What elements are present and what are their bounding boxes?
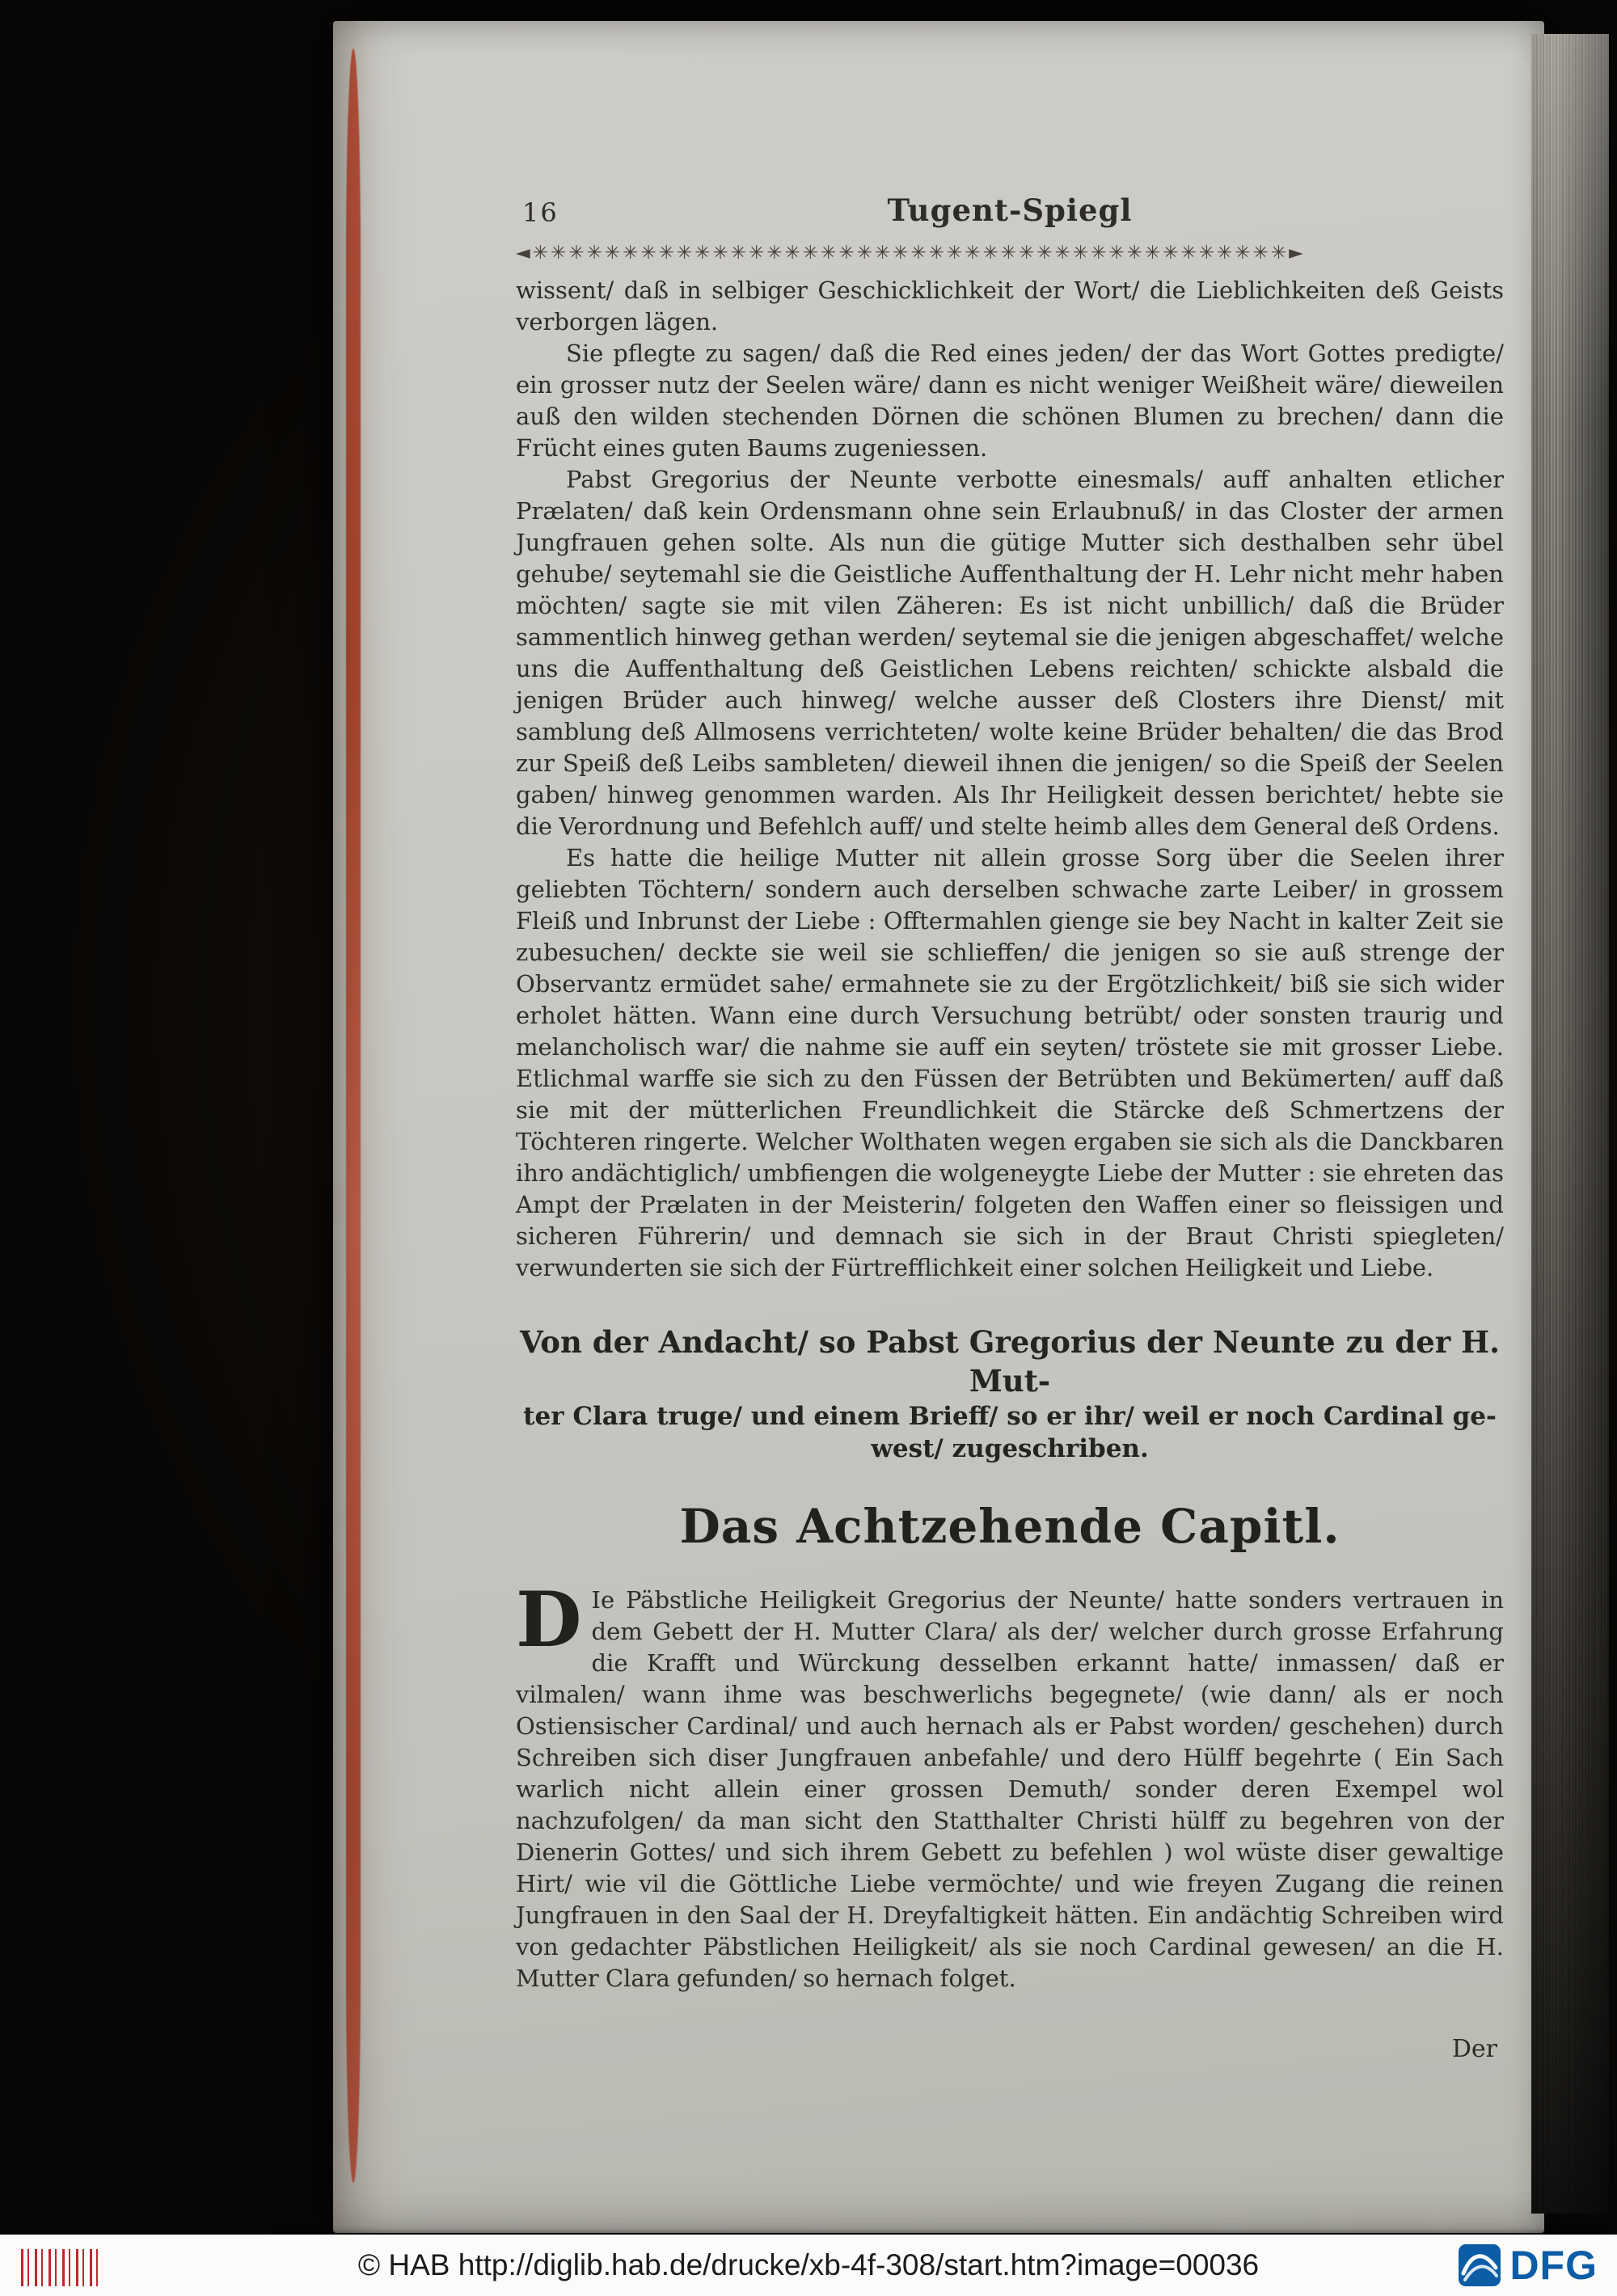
page-content <box>516 192 1504 2063</box>
section-heading-line: west/ zugeschriben. <box>871 1434 1149 1463</box>
running-header: Tugent-Spiegl <box>887 192 1133 228</box>
paragraph: Es hatte die heilige Mutter nit allein grosse Sorg über die Seelen ihrer geliebten Töchtern/ sondern auch derselben schwache zarte Leiber/ in grossem Fleiß und Inbrunst der Liebe : Offtermahlen gienge sie bey Nacht in kalter Zeit sie zubesuchen/ deckte sie weil sie schlieffen/ die jenigen so sie auß strenge der Observantz ermüdet sahe/ ermahnete sie zu der Ergötzlichkeit/ biß sie sich wider erholet hätten. Wann eine durch Versuchung betrübt/ oder sonsten traurig und melancholisch war/ die nahme sie auff ein seyten/ tröstete sie mit grosser Liebe. Etlichmal warffe sie sich zu den Füssen der Betrübten und Bekümerten/ auff daß sie mit der mütterlichen Freundlichkeit die Stärcke deß Schmertzens der Töchteren ringerte. Welcher Wolthaten wegen ergaben sie sich als die Danckbaren ihro andächtiglich/ umbfiengen die wolgeneygte Liebe der Mutter : sie ehreten das Ampt der Prælaten in der Meisterin/ folgeten den Waffen einer so fleissigen und sicheren Führerin/ und demnach sie sich in der Braut Christi spiegleten/ verwunderten sie sich der Fürtrefflichkeit einer solchen Heiligkeit und Liebe. <box>516 844 1504 1281</box>
chapter-text: Ie Päbstliche Heiligkeit Gregorius der Neunte/ hatte sonders vertrauen in dem Gebett der H. Mutter Clara/ als der/ welcher durch grosse Erfahrung die Krafft und Würckung desselben erkannt hatte/ inmassen/ daß er vilmalen/ wann ihme was beschwerlichs begegnete/ (wie dann/ als er noch Ostiensischer Cardinal/ und auch hernach als er Pabst worden/ geschehen) durch Schreiben sich diser Jungfrauen anbefahle/ und dero Hülff begehrte ( Ein Sach warlich nicht allein einer grossen Demuth/ sonder deren Exempel wol nachzufolgen/ da man sicht den Statthalter Christi hülff zu begehren von der Dienerin Gottes/ und sich ihrem Gebett zu befehlen ) wol wüste diser gewaltige Hirt/ wie vil die Göttliche Liebe vermöchte/ und wie freyen Zugang die reinen Jungfrauen in den Saal der H. Dreyfaltigkeit hätten. Ein andächtig Schreiben wird von gedachter Päbstlichen Heiligkeit/ als sie noch Cardinal gewesen/ an die H. Mutter Clara gefunden/ so hernach folget. <box>516 1586 1504 1992</box>
section-heading-line: Von der Andacht/ so Pabst Gregorius der Neunte zu der H. Mut- <box>519 1324 1501 1399</box>
paragraph: Sie pflegte zu sagen/ daß die Red eines jeden/ der das Wort Gottes predigte/ ein grosser nutz der Seelen wäre/ dann es nicht weniger Weißheit wäre/ dieweilen auß den wilden stechenden Dörnen die schönen Blumen zu brechen/ dann die Frücht eines guten Baums zugeniessen. <box>516 340 1504 462</box>
dfg-emblem-icon <box>1458 2243 1501 2287</box>
book-page-scan <box>333 21 1544 2233</box>
viewer-footer <box>0 2235 1617 2296</box>
body-text <box>516 275 1504 1284</box>
chapter-heading: Das Achtzehende Capitl. <box>679 1499 1340 1554</box>
page-header <box>516 192 1504 233</box>
dfg-logo-text: DFG <box>1509 2243 1598 2288</box>
drop-cap-initial: D <box>516 1576 582 1665</box>
page-fore-edge <box>1531 34 1609 2214</box>
paragraph: Pabst Gregorius der Neunte verbotte einesmals/ auff anhalten etlicher Prælaten/ daß kein Ordensmann ohne sein Erlaubnuß/ in das Closter der armen Jungfrauen gehen solte. Als nun die gütige Mutter sich desthalben sehr übel gehube/ seytemahl sie die Geistliche Auffenthaltung der H. Lehr nicht mehr haben möchten/ sagte sie mit vilen Zäheren: Es ist nicht unbillich/ daß die Brüder sammentlich hinweg gethan werden/ seytemal sie die jenigen abgeschaffet/ welche uns die Auffenthaltung deß Geistlichen Lebens reichten/ schickte alsbald die jenigen Brüder auch hinweg/ welche ausser deß Closters ihre Dienst/ mit samblung deß Allmosens verrichteten/ wolte keine Brüder behalten/ die das Brod zur Speiß deß Leibs sambleten/ dieweil ihnen die jenigen/ so die Speiß der Seelen gaben/ hinweg genommen warden. Als Ihr Heiligkeit dessen berichtet/ hebte sie die Verordnung und Befehlch auff/ und stelte heimb alles dem General deß Ordens. <box>516 466 1504 840</box>
chapter-body <box>516 1576 1504 1994</box>
section-heading <box>516 1323 1504 1465</box>
ornament-row: ◄✳✳✳✳✳✳✳✳✳✳✳✳✳✳✳✳✳✳✳✳✳✳✳✳✳✳✳✳✳✳✳✳✳✳✳✳✳✳✳✳✳✳► <box>516 243 1306 264</box>
section-heading-line: ter Clara truge/ und einem Brieff/ so er ihr/ weil er noch Cardinal ge- <box>523 1402 1497 1431</box>
page-number: 16 <box>522 197 559 228</box>
dfg-logo <box>1458 2242 1598 2289</box>
fore-edge-shadow <box>1531 34 1609 2214</box>
color-calibration-marks <box>21 2249 102 2286</box>
paragraph: wissent/ daß in selbiger Geschicklichkeit der Wort/ die Lieblichkeiten deß Geists verborgen lägen. <box>516 276 1504 336</box>
book-red-edge <box>346 49 361 2183</box>
copyright-text: © HAB http://diglib.hab.de/drucke/xb-4f-308/start.htm?image=00036 <box>357 2248 1260 2281</box>
catchword: Der <box>1451 2035 1497 2063</box>
